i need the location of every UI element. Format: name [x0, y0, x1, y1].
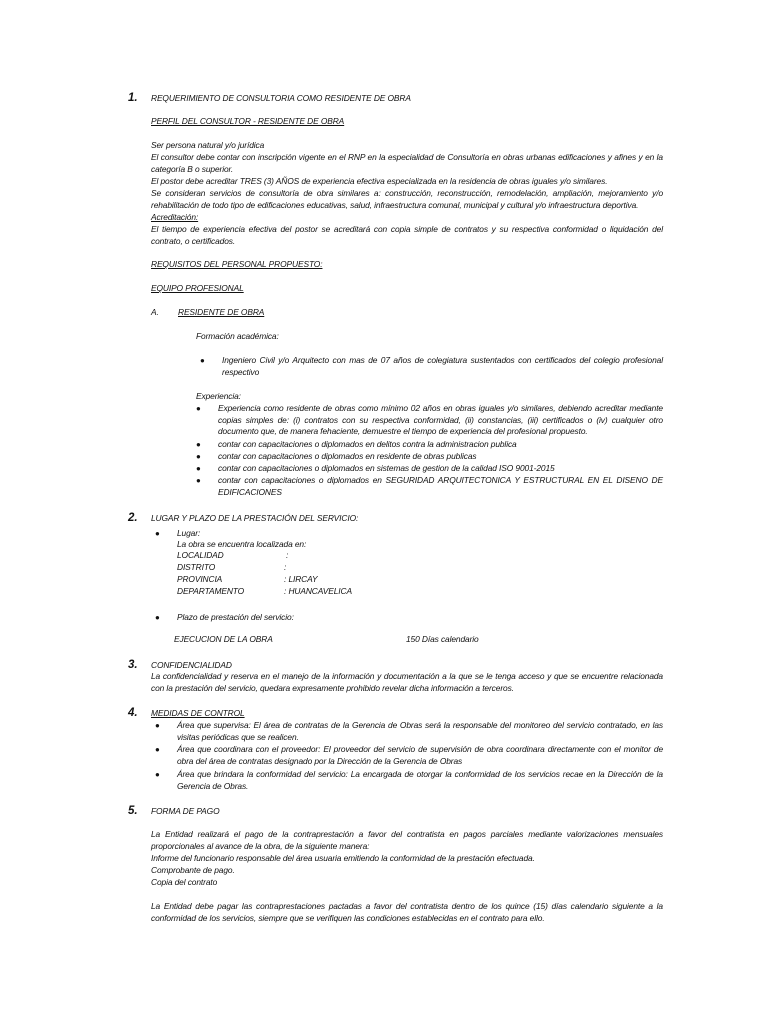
- formacion-academica-label: Formación académica:: [196, 331, 279, 341]
- requirement-rnp: El consultor debe contar con inscripción vigente en el RNP en la especialidad de Consultoría en obras urbanas edificaciones y afines y en la categoría B o superior.: [151, 152, 663, 174]
- bullet-icon: ●: [196, 464, 201, 473]
- experiencia-label: Experiencia:: [196, 391, 241, 401]
- medida-control-item: Área que brindara la conformidad del servicio: La encargada de otorgar la conformidad de los servicios recae en la Dirección de la Gerencia de Obras.: [177, 769, 663, 791]
- section-2-title: LUGAR Y PLAZO DE LA PRESTACIÓN DEL SERVICIO:: [151, 513, 359, 523]
- requisitos-personal-heading: REQUISITOS DEL PERSONAL PROPUESTO:: [151, 259, 323, 269]
- distrito-label: DISTRITO: [177, 562, 216, 572]
- forma-pago-intro: La Entidad realizará el pago de la contraprestación a favor del contratista en pagos parciales mediante valorizaciones mensuales proporcionales al avance de la obra, de la siguiente manera:: [151, 829, 663, 851]
- section-1-title: REQUERIMIENTO DE CONSULTORIA COMO RESIDENTE DE OBRA: [151, 93, 411, 103]
- medida-control-item: Área que coordinara con el proveedor: El proveedor del servicio de supervisión de obra coordinara directamente con el monitor de obra del área de contratas designado por la Dirección de la Gerencia de Obras: [177, 744, 663, 766]
- bullet-icon: ●: [155, 529, 160, 538]
- perfil-heading: PERFIL DEL CONSULTOR - RESIDENTE DE OBRA: [151, 116, 345, 126]
- formacion-item: Ingeniero Civil y/o Arquitecto con mas de 07 años de colegiatura sustentados con certificados del colegio profesional respectivo: [222, 355, 663, 377]
- section-4-number: 4.: [128, 707, 138, 719]
- requirement-servicios-similares: Se consideran servicios de consultoría de obra similares a: construcción, reconstrucción, remodelación, ampliación, mejoramiento y/o rehabilitación de todo tipo de edificaciones educativas, salud, infraestructura comunal, municipal y cultural y/o infraestructura deportiva.: [151, 188, 663, 210]
- section-5-number: 5.: [128, 805, 138, 817]
- bullet-icon: ●: [196, 476, 201, 485]
- provincia-label: PROVINCIA: [177, 574, 223, 584]
- equipo-profesional-heading: EQUIPO PROFESIONAL: [151, 283, 244, 293]
- section-4-title: MEDIDAS DE CONTROL: [151, 708, 245, 718]
- acreditacion-text: El tiempo de experiencia efectiva del postor se acreditará con copia simple de contratos y su respectiva conformidad o liquidación del contrato, o certificados.: [151, 224, 663, 246]
- bullet-icon: ●: [155, 770, 160, 779]
- bullet-icon: ●: [196, 452, 201, 461]
- requirement-persona: Ser persona natural y/o jurídica: [151, 140, 265, 150]
- provincia-value: : LIRCAY: [284, 574, 318, 584]
- departamento-label: DEPARTAMENTO: [177, 586, 245, 596]
- bullet-icon: ●: [196, 440, 201, 449]
- bullet-icon: ●: [200, 356, 205, 365]
- section-2-number: 2.: [128, 512, 138, 524]
- experiencia-item: contar con capacitaciones o diplomados en sistemas de gestion de la calidad ISO 9001-2015: [218, 463, 555, 473]
- requirement-experiencia-postor: El postor debe acreditar TRES (3) AÑOS de experiencia efectiva especializada en la residencia de obras iguales y/o similares.: [151, 176, 608, 186]
- section-3-title: CONFIDENCIALIDAD: [151, 660, 232, 670]
- residente-de-obra-heading: RESIDENTE DE OBRA: [178, 307, 265, 317]
- obra-localizada-text: La obra se encuentra localizada en:: [177, 539, 307, 549]
- section-3-number: 3.: [128, 659, 138, 671]
- section-5-title: FORMA DE PAGO: [151, 806, 220, 816]
- acreditacion-label: Acreditación:: [151, 212, 199, 222]
- subsection-a-letter: A.: [151, 307, 159, 317]
- bullet-icon: ●: [155, 745, 160, 754]
- bullet-icon: ●: [196, 404, 201, 413]
- bullet-icon: ●: [155, 613, 160, 622]
- localidad-value: :: [286, 550, 289, 560]
- confidencialidad-text: La confidencialidad y reserva en el manejo de la información y documentación a la que se le tenga acceso y que se encuentre relacionada con la prestación del servicio, quedara expresamente prohibido revelar dicha información a terceros.: [151, 671, 663, 693]
- ejecucion-obra-label: EJECUCION DE LA OBRA: [174, 634, 273, 644]
- lugar-label: Lugar:: [177, 528, 201, 538]
- medida-control-item: Área que supervisa: El área de contratas de la Gerencia de Obras será la responsable del monitoreo del servicio contratado, en las visitas periódicas que se realicen.: [177, 720, 663, 742]
- forma-pago-comprobante: Comprobante de pago.: [151, 865, 235, 875]
- bullet-icon: ●: [155, 721, 160, 730]
- experiencia-item: contar con capacitaciones o diplomados en delitos contra la administracion publica: [218, 439, 517, 449]
- distrito-value: :: [284, 562, 287, 572]
- departamento-value: : HUANCAVELICA: [284, 586, 352, 596]
- ejecucion-obra-value: 150 Días calendario: [406, 634, 479, 644]
- experiencia-item: contar con capacitaciones o diplomados en residente de obras publicas: [218, 451, 477, 461]
- plazo-label: Plazo de prestación del servicio:: [177, 612, 294, 622]
- experiencia-item: Experiencia como residente de obras como mínimo 02 años en obras iguales y/o similares, debiendo acreditar mediante copias simples de: (i) contratos con su respectiva conformidad, (ii) constancias, (iii) certificados o (iv) cualquier otro documento que, de manera fehaciente, demuestre el tiempo de experiencia del profesional propuesto.: [218, 403, 663, 437]
- forma-pago-plazo: La Entidad debe pagar las contraprestaciones pactadas a favor del contratista dentro de los quince (15) días calendario siguiente a la conformidad de los servicios, siempre que se verifiquen las condiciones establecidas en el contrato para ello.: [151, 901, 663, 923]
- forma-pago-informe: Informe del funcionario responsable del área usuaria emitiendo la conformidad de la prestación efectuada.: [151, 853, 535, 863]
- experiencia-item: contar con capacitaciones o diplomados en SEGURIDAD ARQUITECTONICA Y ESTRUCTURAL EN EL DISENO DE EDIFICACIONES: [218, 475, 663, 497]
- section-1-number: 1.: [128, 92, 138, 104]
- forma-pago-contrato: Copia del contrato: [151, 877, 218, 887]
- localidad-label: LOCALIDAD: [177, 550, 224, 560]
